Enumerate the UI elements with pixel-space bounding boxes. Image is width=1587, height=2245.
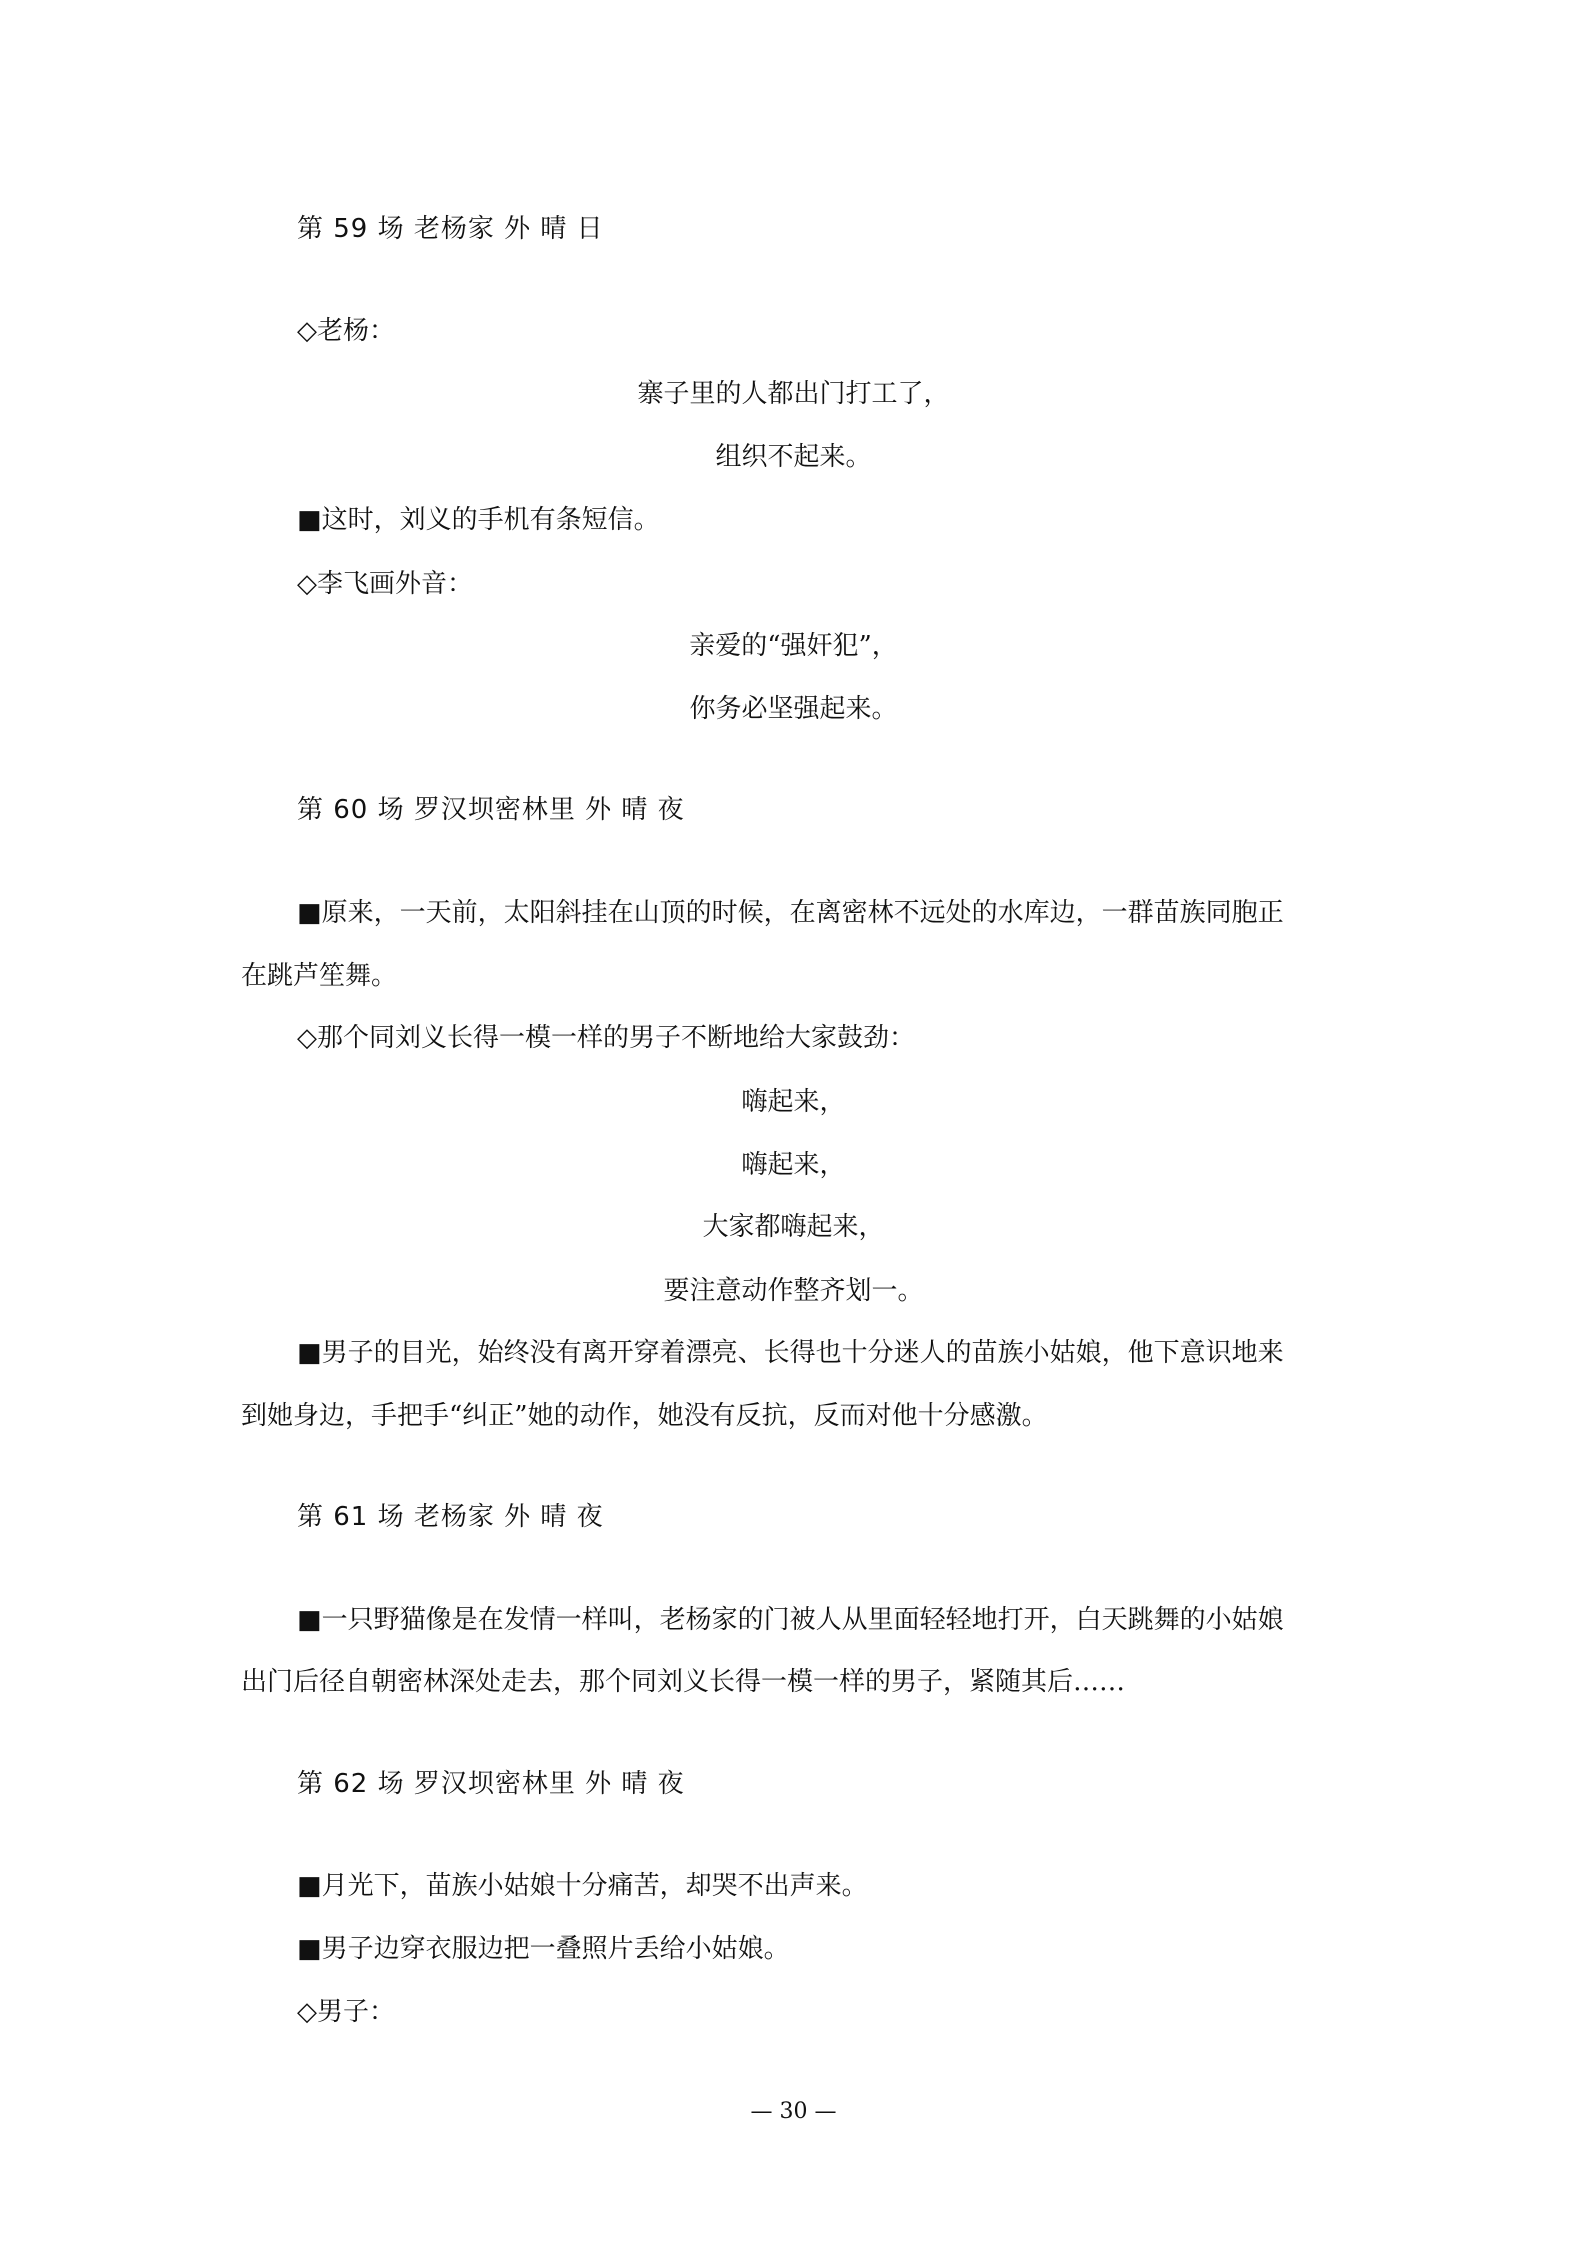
page-number: — 30 —	[750, 2099, 837, 2124]
verse-line: 寨子里的人都出门打工了，	[637, 379, 950, 409]
action-line: ■月光下，苗族小姑娘十分痛苦，却哭不出声来。	[297, 1871, 868, 1901]
verse-line: 亲爱的“强奸犯”，	[689, 631, 898, 661]
speaker-line: ◇老杨：	[297, 316, 395, 346]
verse-line: 你务必坚强起来。	[689, 694, 898, 724]
speaker-line: ◇男子：	[297, 1997, 395, 2027]
action-line: ■男子的目光，始终没有离开穿着漂亮、长得也十分迷人的苗族小姑娘，他下意识地来	[297, 1338, 1284, 1368]
scene-heading: 第 62 场 罗汉坝密林里 外 晴 夜	[297, 1769, 685, 1799]
action-line: ■原来，一天前，太阳斜挂在山顶的时候，在离密林不远处的水库边，一群苗族同胞正	[297, 898, 1284, 928]
verse-line: 嗨起来，	[741, 1087, 846, 1117]
action-line: 出门后径自朝密林深处走去，那个同刘义长得一模一样的男子，紧随其后……	[241, 1667, 1126, 1697]
action-line: 到她身边，手把手“纠正”她的动作，她没有反抗，反而对他十分感激。	[241, 1401, 1048, 1431]
scene-heading: 第 61 场 老杨家 外 晴 夜	[297, 1502, 604, 1532]
action-line: 在跳芦笙舞。	[241, 961, 398, 991]
scene-heading: 第 60 场 罗汉坝密林里 外 晴 夜	[297, 795, 685, 825]
action-line: ■男子边穿衣服边把一叠照片丢给小姑娘。	[297, 1934, 790, 1964]
speaker-line: ◇李飞画外音：	[297, 569, 473, 599]
speaker-line: ◇那个同刘义长得一模一样的男子不断地给大家鼓劲：	[297, 1023, 915, 1053]
verse-line: 嗨起来，	[741, 1150, 846, 1180]
verse-line: 大家都嗨起来，	[702, 1212, 885, 1242]
action-line: ■这时，刘义的手机有条短信。	[297, 505, 660, 535]
scene-heading: 第 59 场 老杨家 外 晴 日	[297, 214, 604, 244]
verse-line: 组织不起来。	[715, 442, 872, 472]
verse-line: 要注意动作整齐划一。	[663, 1276, 924, 1306]
action-line: ■一只野猫像是在发情一样叫，老杨家的门被人从里面轻轻地打开，白天跳舞的小姑娘	[297, 1605, 1284, 1635]
